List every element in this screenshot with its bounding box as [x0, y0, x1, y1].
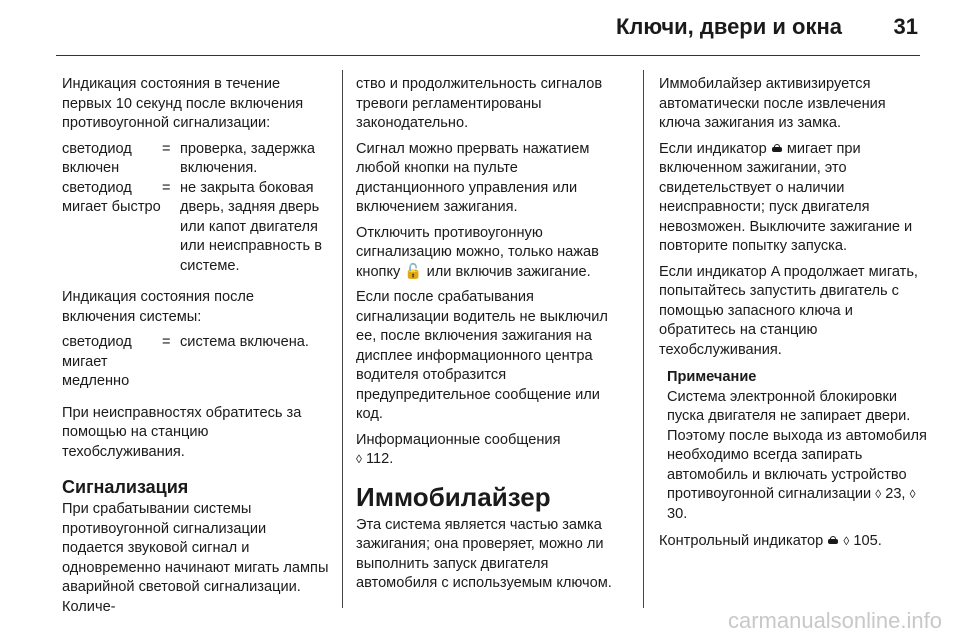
- status-table-1: [62, 140, 330, 277]
- malfunction-text: При неисправностях обратитесь за помощью на станцию техобслуживания.: [62, 404, 302, 460]
- page-link-30[interactable]: 30.: [667, 505, 688, 522]
- page-link-112[interactable]: 112.: [366, 451, 394, 467]
- watermark: carmanualsonline.info: [727, 608, 942, 633]
- car-immobilizer-icon: [827, 536, 839, 546]
- page-link-23[interactable]: 23,: [885, 486, 906, 502]
- column-divider-1: [342, 70, 343, 608]
- note-box: [667, 368, 927, 524]
- alarm-interrupt-text: Сигнал можно прервать нажатием любой кнопки на пульте дистанционного управления или включением зажигания.: [356, 140, 590, 215]
- immobilizer-heading: Иммобилайзер: [356, 481, 551, 512]
- table-equals: =: [162, 140, 171, 157]
- table-equals: =: [162, 334, 171, 350]
- table-value: не закрыта боковая дверь, задняя дверь или капот двигателя или неисправность в системе.: [180, 179, 322, 274]
- table-value: проверка, задержка включения.: [180, 140, 316, 176]
- immobilizer-text: Эта система является частью замка зажигания; она проверяет, можно ли выполнить запуск двигателя автомобиля с используемым ключом.: [356, 516, 612, 591]
- arrow-ref-icon: ◊: [875, 487, 882, 501]
- unlock-icon: 🔓: [404, 263, 423, 280]
- status-intro-text: Индикация состояния в течение первых 10 секунд после включения противоугонной сигнализации:: [62, 76, 304, 131]
- table-row: [62, 179, 330, 277]
- table-key: светодиод включен: [62, 140, 132, 176]
- indicator-flash-text: Если индикатор мигает при включенном зажигании, это свидетельствует о наличии неисправности; пуск двигателя невозможен. Выключите зажигание и повторите попытку запуска.: [659, 140, 913, 254]
- column-divider-2: [643, 70, 644, 608]
- alarm-text: При срабатывании системы противоугонной сигнализации подается звуковой сигнал и одновременно начинают мигать лампы аварийной световой сигнализации. Количе-: [62, 501, 329, 615]
- alarm-warning-text: Если после срабатывания сигнализации водитель не выключил ее, после включения зажигания на дисплее информационного центра водителя отобразится предупредительное сообщение или код.: [356, 289, 608, 422]
- page-number: 31: [893, 14, 918, 39]
- column-1: [62, 75, 330, 623]
- immobilizer-auto-text: Иммобилайзер активизируется автоматически после извлечения ключа зажигания из замка.: [659, 76, 886, 131]
- alarm-continued-text: ство и продолжительность сигналов тревоги регламентированы законодательно.: [356, 76, 603, 131]
- car-immobilizer-icon: [771, 144, 783, 154]
- arrow-ref-icon: ◊: [356, 452, 362, 466]
- note-title: Примечание: [667, 369, 757, 385]
- control-indicator-ref: Контрольный индикатор ◊ 105.: [659, 533, 882, 549]
- table-row: [62, 140, 330, 179]
- page-header: [0, 0, 960, 56]
- column-2: [356, 75, 624, 600]
- alarm-disable-text: Отключить противоугонную сигнализацию можно, только нажав кнопку 🔓 или включив зажигание.: [356, 224, 599, 280]
- arrow-ref-icon: ◊: [909, 487, 916, 501]
- section-title: Ключи, двери и окна: [616, 14, 842, 39]
- column-3: [659, 75, 927, 558]
- info-messages-ref: Информационные сообщения ◊ 112.: [356, 431, 561, 467]
- page-link-105[interactable]: 105.: [853, 533, 882, 549]
- table-key: светодиод мигает быстро: [62, 179, 161, 215]
- indicator-continue-text: Если индикатор A продолжает мигать, попытайтесь запустить двигатель с помощью запасного ключа и обратитесь на станцию техобслуживания.: [659, 263, 918, 358]
- status-table-2: [62, 333, 330, 392]
- note-text: Система электронной блокировки пуска двигателя не запирает двери. Поэтому после выхода из автомобиля необходимо всегда запирать автомобиль и включать устройство противоугонной сигнализации: [667, 388, 927, 502]
- table-row: [62, 333, 330, 392]
- table-equals: =: [162, 179, 171, 196]
- table-key: светодиод мигает медленно: [62, 334, 132, 389]
- header-divider: [56, 55, 920, 56]
- alarm-heading: Сигнализация: [62, 477, 189, 497]
- table-value: система включена.: [180, 334, 309, 350]
- status-after-text: Индикация состояния после включения системы:: [62, 289, 255, 325]
- arrow-ref-icon: ◊: [843, 534, 850, 548]
